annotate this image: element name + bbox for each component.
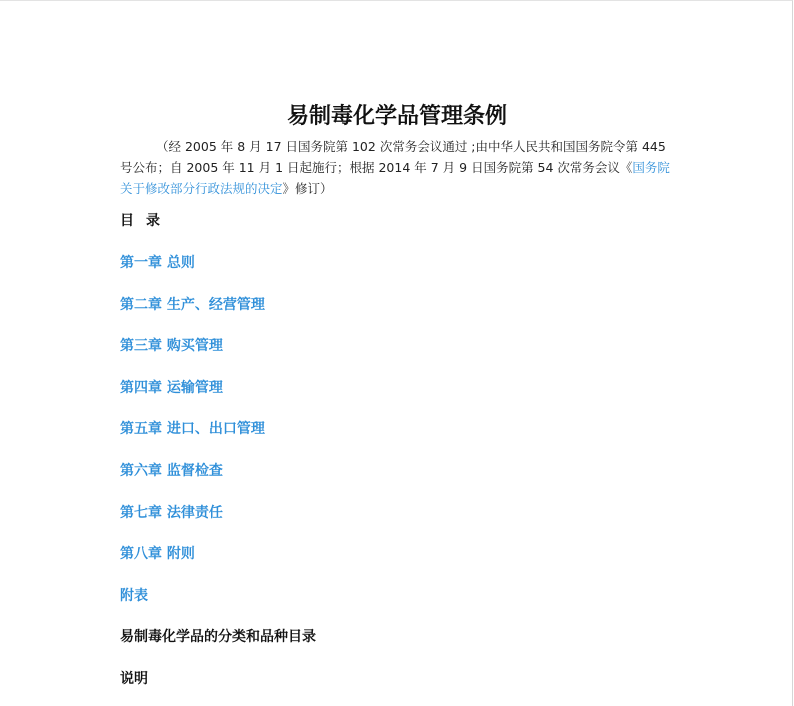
toc-list-item [120, 418, 680, 438]
toc-list-item [120, 460, 680, 480]
amendment-decision-link[interactable]: 国务院关于修改部分行政法规的决定 [120, 160, 670, 196]
document-content [120, 100, 680, 689]
toc-list-item [120, 585, 680, 605]
toc-link-chapter-4[interactable]: 第四章 运输管理 [120, 379, 223, 396]
table-of-contents [120, 252, 680, 605]
toc-list-item [120, 377, 680, 397]
toc-link-chapter-1[interactable]: 第一章 总则 [120, 255, 195, 271]
publication-note-prefix: （经 2005 年 8 月 17 日国务院第 102 次常务会议通过 ;由中华人民共和国国务院令第 445 号公布；自 2005 年 11 月 1 日起施行；根据 2014 年 7 月 9 日国务院第 54 次常务会议《 [120, 139, 666, 175]
document-publication-note [120, 136, 680, 199]
table-of-contents-heading: 目录 [120, 213, 172, 229]
publication-note-suffix: 》修订） [282, 181, 333, 196]
toc-link-chapter-6[interactable]: 第六章 监督检查 [120, 462, 223, 479]
document-title: 易制毒化学品管理条例 [286, 104, 507, 129]
appendix-title: 易制毒化学品的分类和品种目录 [120, 628, 316, 645]
toc-link-appendix[interactable]: 附表 [120, 587, 148, 604]
toc-list-item [120, 335, 680, 355]
toc-list-item [120, 294, 680, 314]
toc-list-item [120, 502, 680, 522]
toc-list-item [120, 543, 680, 563]
explanation-heading: 说明 [120, 670, 148, 687]
toc-link-chapter-2[interactable]: 第二章 生产、经营管理 [120, 296, 265, 313]
toc-link-chapter-8[interactable]: 第八章 附则 [120, 546, 195, 563]
toc-link-chapter-5[interactable]: 第五章 进口、出口管理 [120, 421, 265, 438]
toc-link-chapter-7[interactable]: 第七章 法律责任 [120, 504, 223, 521]
toc-link-chapter-3[interactable]: 第三章 购买管理 [120, 338, 223, 355]
toc-list-item [120, 252, 680, 272]
